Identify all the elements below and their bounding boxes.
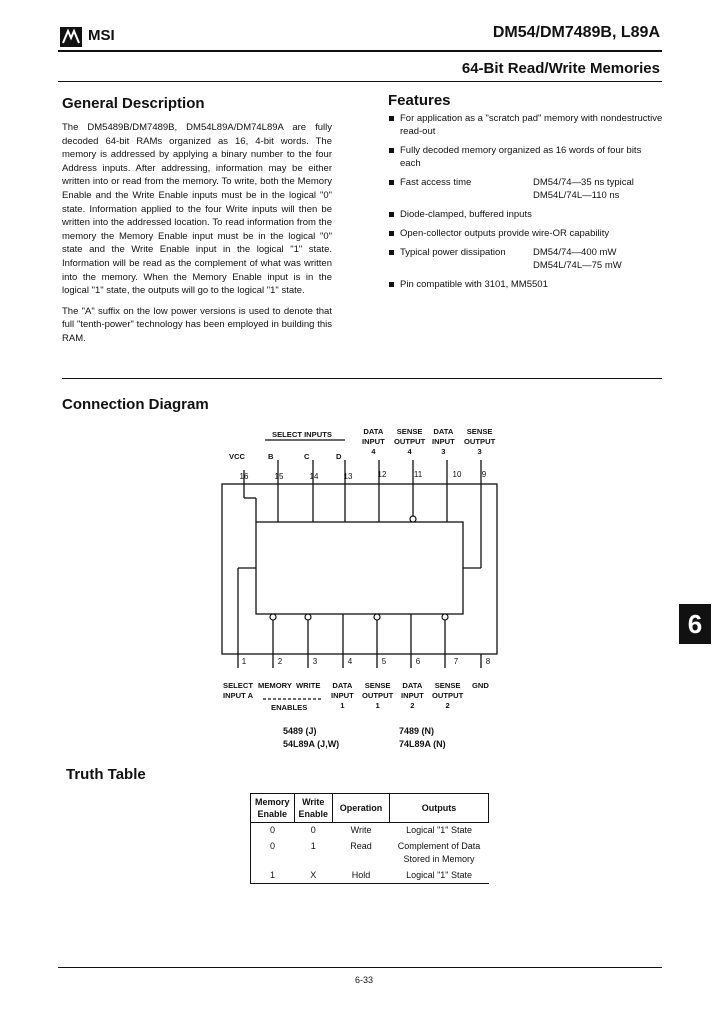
vcc-label: VCC: [229, 452, 246, 461]
features-heading: Features: [388, 92, 451, 109]
truth-table-heading: Truth Table: [66, 766, 146, 783]
package-commercial: 7489 (N) 74L89A (N): [399, 726, 446, 749]
pin-number: 15: [274, 472, 284, 481]
inversion-bubble: [270, 614, 276, 620]
general-description-paragraph-2: The "A" suffix on the low power versions is used to denote that full "tenth-power" technology has been employed in building this RAM.: [62, 305, 332, 344]
feature-value: DM54L/74L—75 mW: [533, 260, 622, 271]
feature-value: DM54/74—400 mW: [533, 247, 617, 258]
select-inputs-label: SELECT INPUTS: [272, 430, 332, 439]
sense-output-1-label: SENSE OUTPUT 1: [362, 681, 394, 710]
page-title: 64-Bit Read/Write Memories: [461, 60, 660, 77]
data-input-3-label: DATA INPUT 3: [432, 427, 455, 456]
pin-number: 3: [312, 657, 318, 666]
table-row: 0 1 Read Complement of Data Stored in Memory: [270, 840, 481, 864]
sense-output-2-label: SENSE OUTPUT 2: [432, 681, 464, 710]
pin-d-label: D: [336, 452, 342, 461]
inversion-bubble: [410, 516, 416, 522]
inversion-bubble: [305, 614, 311, 620]
select-input-a-label: SELECT INPUT A: [223, 681, 254, 700]
feature-item: For application as a "scratch pad" memory with nondestructive read-out: [388, 112, 663, 138]
inversion-bubble: [442, 614, 448, 620]
pin-number: 14: [309, 472, 319, 481]
inversion-bubble: [374, 614, 380, 620]
part-number: DM54/DM7489B, L89A: [492, 24, 660, 41]
data-input-1-label: DATA INPUT 1: [331, 681, 354, 710]
feature-item: Pin compatible with 3101, MM5501: [388, 278, 663, 291]
write-enable-header: Write Enable: [294, 794, 333, 823]
pin-number: 12: [377, 470, 387, 479]
pin-number: 5: [381, 657, 387, 666]
pin-number: 8: [485, 657, 491, 666]
data-input-2-label: DATA INPUT 2: [401, 681, 424, 710]
pin-number: 10: [452, 470, 462, 479]
sense-output-4-label: SENSE OUTPUT 4: [394, 427, 426, 456]
table-row: 1 X Hold Logical "1" State: [270, 869, 472, 880]
gnd-label: GND: [472, 681, 489, 690]
sense-output-3-label: SENSE OUTPUT 3: [464, 427, 496, 456]
pin-c-label: C: [304, 452, 310, 461]
outputs-header: Outputs: [390, 794, 489, 823]
pin-number: 9: [481, 470, 487, 479]
pin-number: 7: [453, 657, 459, 666]
pin-number: 11: [413, 470, 423, 479]
pin-b-label: B: [268, 452, 274, 461]
pin-number: 4: [347, 657, 353, 666]
brand-label: MSI: [88, 27, 115, 44]
pin-number: 16: [239, 472, 249, 481]
pin-number: 13: [343, 472, 353, 481]
feature-item: Open-collector outputs provide wire-OR capability: [388, 227, 663, 240]
truth-table: [250, 793, 489, 884]
write-enable-label: WRITE: [296, 681, 321, 690]
feature-label: Fast access time: [400, 177, 472, 188]
table-row: 0 0 Write Logical "1" State: [270, 825, 472, 835]
data-input-4-label: DATA INPUT 4: [362, 427, 385, 456]
feature-item: Diode-clamped, buffered inputs: [388, 208, 663, 221]
package-military: 5489 (J) 54L89A (J,W): [283, 726, 340, 749]
feature-value: DM54L/74L—110 ns: [533, 190, 620, 201]
memory-enable-header: Memory Enable: [251, 794, 295, 823]
footer-rule: [58, 967, 662, 968]
feature-value: DM54/74—35 ns typical: [533, 177, 634, 188]
general-description-heading: General Description: [62, 95, 205, 112]
general-description-paragraph-1: The DM5489B/DM7489B, DM54L89A/DM74L89A are fully decoded 64-bit RAMs organized as 16, 4-bit words. The memory is addressed by applying a binary number to the four Address inputs. After addressing, information may be either written into or read from the memory. To write, both the Memory Enable and the Write Enable inputs must be in the logical "0" state. Information applied to the four Write inputs will then be written into the addressed location. To read information from the memory the Memory Enable input must be in the logical "0" state and the Write Enable input in the logical "1" state. Information will be read as the complement of what was written into the memory. When the Memory Enable input is in the logical "1" state, the outputs will go to the logical "1" state.: [62, 122, 332, 297]
package-outline: [222, 484, 497, 654]
feature-item: Fully decoded memory organized as 16 words of four bits each: [388, 144, 663, 170]
operation-header: Operation: [333, 794, 390, 823]
pin-number: 1: [241, 657, 247, 666]
page-number: 6-33: [355, 975, 374, 985]
pin-number: 6: [415, 657, 421, 666]
pin-number: 2: [277, 657, 283, 666]
enables-label: ENABLES: [271, 703, 308, 712]
memory-enable-label: MEMORY: [258, 681, 292, 690]
feature-label: Typical power dissipation: [400, 247, 506, 258]
memory-block: [256, 522, 463, 614]
section-tab: 6: [679, 604, 711, 644]
connection-diagram-heading: Connection Diagram: [62, 396, 209, 413]
